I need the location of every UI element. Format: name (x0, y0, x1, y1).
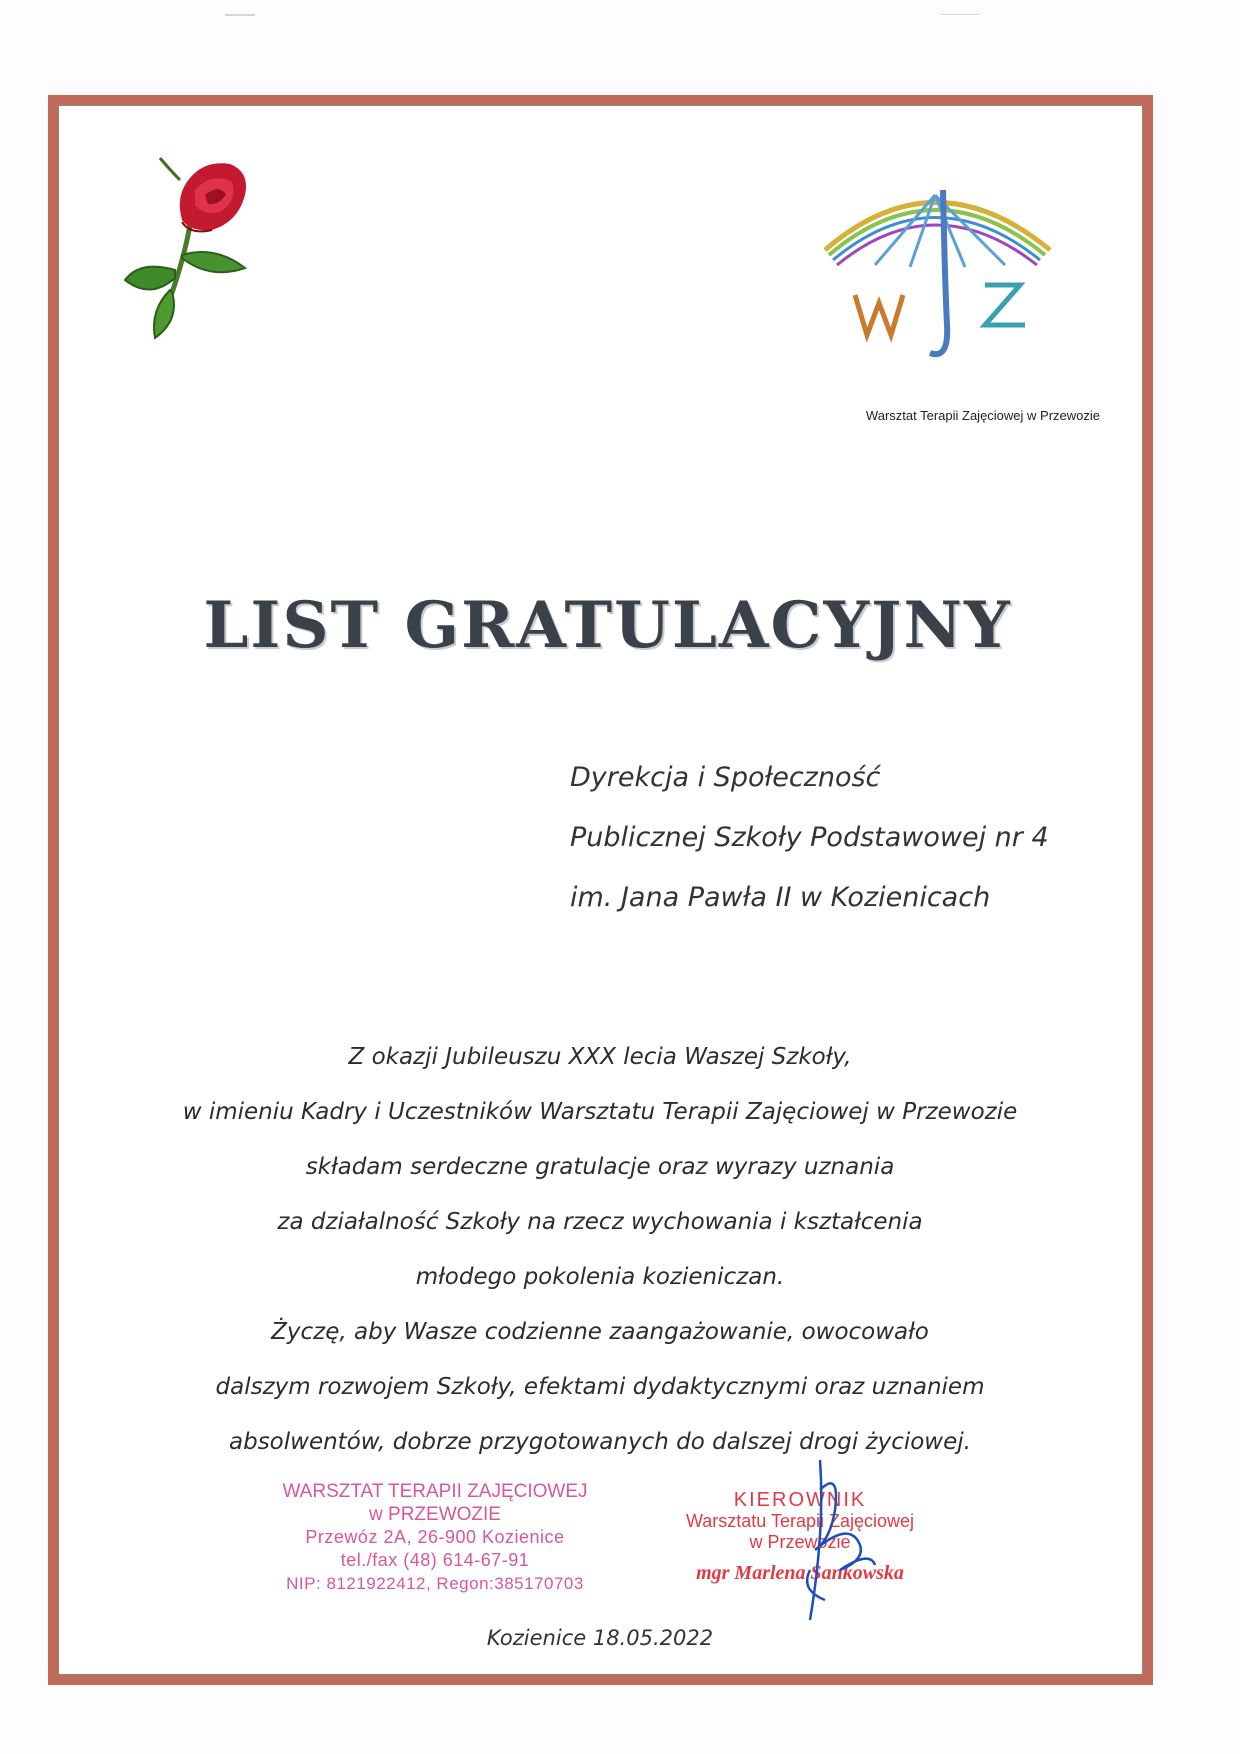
scan-mark (225, 14, 255, 16)
scan-mark (940, 14, 980, 15)
stamp-name: mgr Marlena Sankowska (696, 1562, 904, 1584)
recipient-line: Dyrekcja i Społeczność (570, 762, 881, 793)
wtz-logo (815, 175, 1060, 380)
date-line: Kozienice 18.05.2022 (486, 1626, 714, 1650)
stamp-line: NIP: 8121922412, Regon:385170703 (286, 1574, 584, 1593)
body-line: Życzę, aby Wasze codzienne zaangażowanie, owocowało (271, 1319, 929, 1345)
organization-stamp (245, 1480, 625, 1595)
recipient-line: im. Jana Pawła II w Kozienicach (570, 882, 991, 913)
stamp-line: Warsztatu Terapii Zajęciowej (685, 1511, 915, 1531)
body-line: dalszym rozwojem Szkoły, efektami dydaktycznymi oraz uznaniem (215, 1374, 985, 1400)
recipient-block (570, 748, 1049, 928)
body-line: absolwentów, dobrze przygotowanych do dalszej drogi życiowej. (229, 1429, 971, 1455)
page-title: LIST GRATULACYJNY (203, 588, 1012, 663)
handwritten-signature (780, 1450, 880, 1625)
stamp-line: tel./fax (48) 614-67-91 (340, 1550, 530, 1570)
rose-icon (120, 150, 290, 340)
letter-body (100, 1030, 1100, 1470)
stamp-line: w PRZEWOZIE (369, 1504, 501, 1525)
recipient-line: Publicznej Szkoły Podstawowej nr 4 (570, 822, 1049, 853)
body-line: składam serdeczne gratulacje oraz wyrazy uznania (305, 1154, 895, 1180)
body-line: za działalność Szkoły na rzecz wychowania i kształcenia (277, 1209, 923, 1235)
logo-caption: Warsztat Terapii Zajęciowej w Przewozie (865, 408, 1100, 423)
stamp-line: KIEROWNIK (733, 1489, 867, 1511)
stamp-line: WARSZTAT TERAPII ZAJĘCIOWEJ (282, 1481, 588, 1502)
body-line: młodego pokolenia kozieniczan. (415, 1264, 785, 1290)
stamp-line: Przewóz 2A, 26-900 Kozienice (305, 1527, 565, 1547)
body-line: w imieniu Kadry i Uczestników Warsztatu Terapii Zajęciowej w Przewozie (182, 1099, 1018, 1125)
body-line: Z okazji Jubileuszu XXX lecia Waszej Szkoły, (348, 1044, 852, 1070)
stamp-line: w Przewozie (749, 1532, 851, 1552)
